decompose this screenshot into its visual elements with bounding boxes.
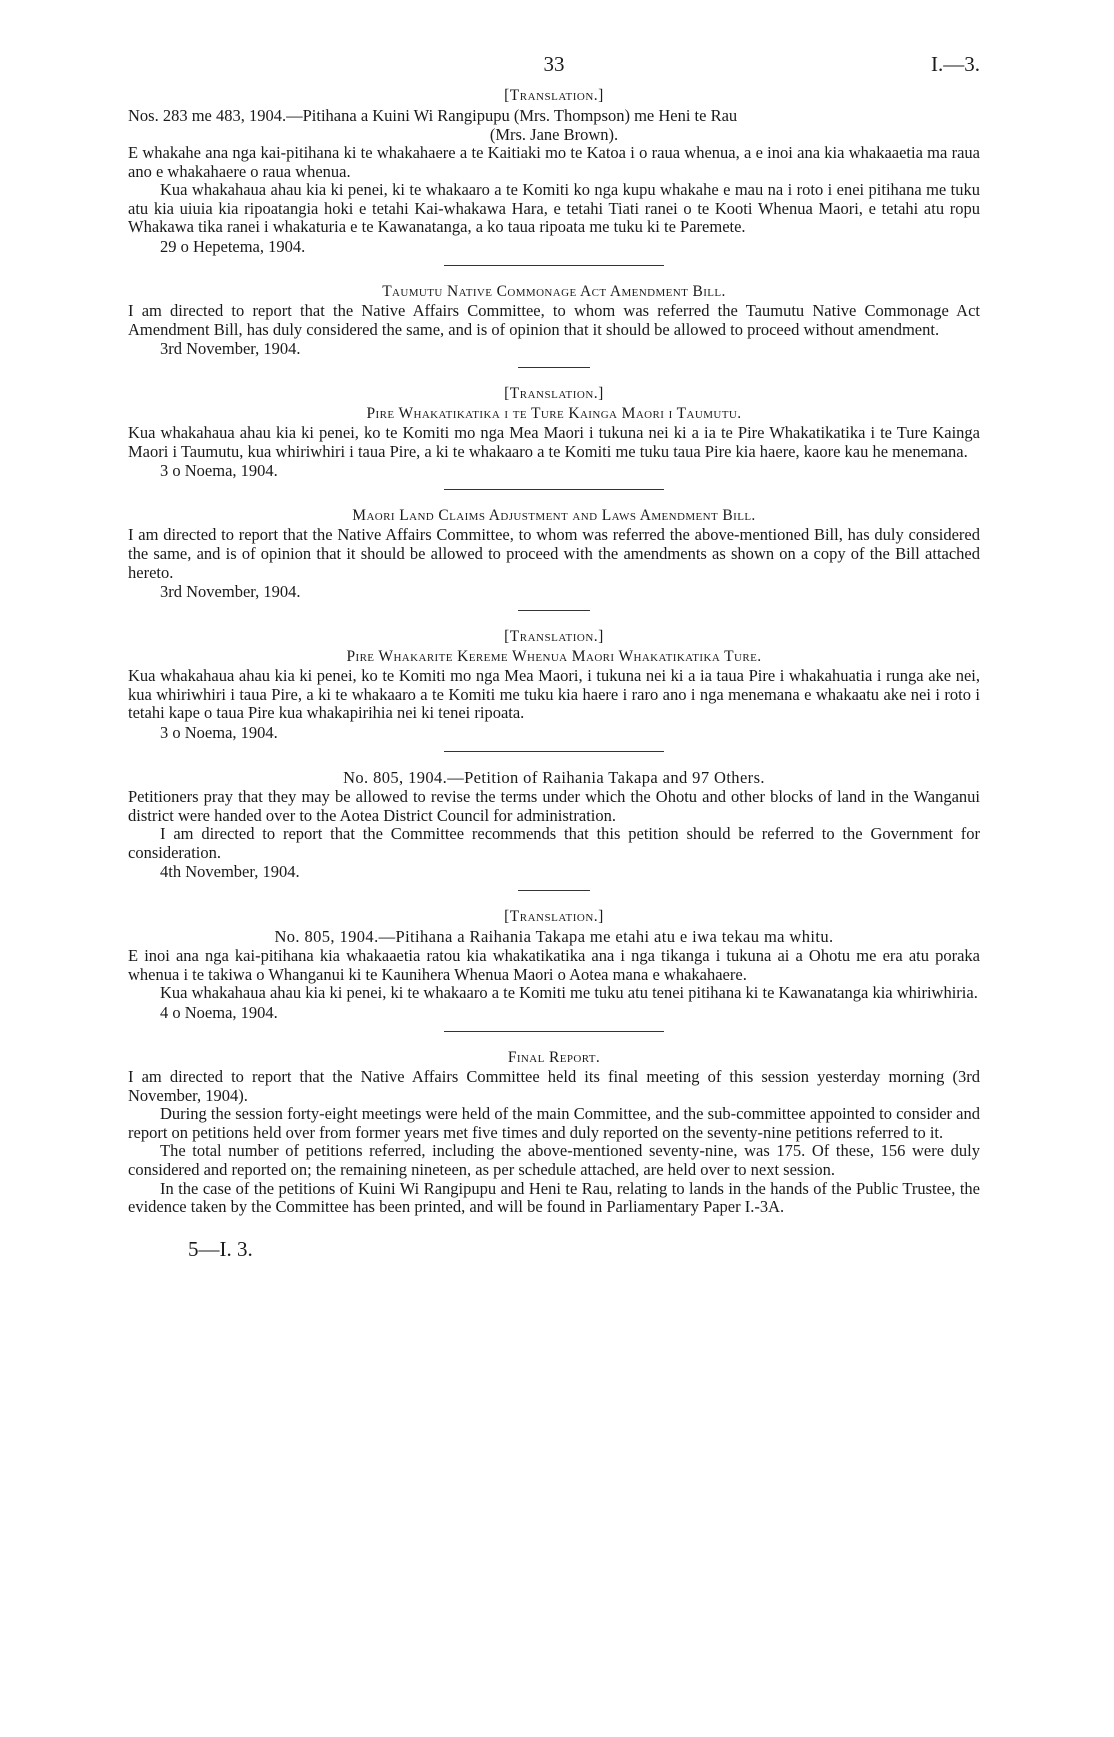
translation-label: [Translation.] xyxy=(504,628,604,646)
paragraph: Kua whakahaua ahau kia ki penei, ki te whakaaro a te Komiti me tuku atu tenei pitihana ki te Kawanatanga kia whiriwhiria. xyxy=(160,983,978,1003)
section-land-claims-bill xyxy=(128,506,980,601)
date-line: 3 o Noema, 1904. xyxy=(160,722,278,742)
page-number: 33 xyxy=(543,52,565,76)
paragraph: E whakahe ana nga kai-pitihana ki te whakahaere a te Kaitiaki mo te Katoa i o raua whenua, a e inoi ana kia whakaaetia ma raua ano e whakahaere o raua whenua. xyxy=(128,143,980,181)
document-page xyxy=(128,52,980,1262)
translation-label: [Translation.] xyxy=(504,385,604,403)
paragraph: In the case of the petitions of Kuini Wi Rangipupu and Heni te Rau, relating to lands in the hands of the Public Trustee, the evidence taken by the Committee has been printed, and will be found in Parliamentary Paper I.-3A. xyxy=(128,1178,980,1217)
section-divider xyxy=(444,489,664,490)
section-divider xyxy=(518,610,590,611)
paragraph: I am directed to report that the Native Affairs Committee held its final meeting of this session yesterday morning (3rd November, 1904). xyxy=(128,1067,980,1105)
document-reference: I.—3. xyxy=(931,52,980,76)
section-final-report xyxy=(128,1048,980,1217)
paragraph: I am directed to report that the Committee recommends that this petition should be referred to the Government for consideration. xyxy=(128,824,980,862)
section-divider xyxy=(444,265,664,266)
paragraph: Kua whakahaua ahau kia ki penei, ki te whakaaro a te Komiti ko nga kupu whakahe e mau na i roto i enei pitihana me tuku atu kia uiuia kia ripoatangia hoki e tetahi Kai-whakawa Hara, e tetahi Tiati ranei o te Kooti Whenua Maori, e tetahi atu ropu Whakawa tika ranei i whakaturia e te Kawanatanga, a ko taua ripoata me tuku ki te Paremete. xyxy=(128,180,980,237)
paragraph: Kua whakahaua ahau kia ki penei, ko te Komiti mo nga Mea Maori i tukuna nei ki a ia te Pire Whakatikatika i te Ture Kainga Maori i Taumutu, kua whiriwhiri i taua Pire, a ki te whakaaro a te Komiti me tuku taua Pire kia haere, kaore kau he menemana. xyxy=(128,423,980,461)
section-petition-805-translation xyxy=(128,907,980,1022)
sheet-reference: 5—I. 3. xyxy=(188,1236,253,1261)
section-title-line2: (Mrs. Jane Brown). xyxy=(489,125,619,144)
section-title: Final Report. xyxy=(507,1049,601,1067)
section-title: Taumutu Native Commonage Act Amendment Bill. xyxy=(382,282,726,300)
date-line: 3rd November, 1904. xyxy=(160,582,301,602)
section-taumutu-bill xyxy=(128,282,980,358)
section-petition-805 xyxy=(128,768,980,881)
paragraph: Kua whakahaua ahau kia ki penei, ko te Komiti mo nga Mea Maori, i tukuna nei ki a ia taua Pire i whakahuatia i runga ake nei, kua whiriwhiri i taua Pire, a ki te whakaaro a te Komiti me tuku kia haere i raro ano i nga menemana e whakaatu ake nei i roto i tetahi kape o taua Pire kua whakapirihia nei ki tenei ripoata. xyxy=(128,666,980,723)
section-divider xyxy=(518,890,590,891)
section-petition-translation xyxy=(128,86,980,256)
section-divider xyxy=(444,1031,664,1032)
section-title: Pire Whakarite Kereme Whenua Maori Whakatikatika Ture. xyxy=(346,648,762,666)
section-title: No. 805, 1904.—Petition of Raihania Takapa and 97 Others. xyxy=(343,767,765,787)
section-divider xyxy=(518,367,590,368)
date-line: 4th November, 1904. xyxy=(160,862,300,882)
paragraph: During the session forty-eight meetings were held of the main Committee, and the sub-committee appointed to consider and report on petitions held over from former years met five times and duly reported on the seventy-nine petitions referred to it. xyxy=(128,1104,980,1142)
section-taumutu-translation xyxy=(128,384,980,480)
page-header xyxy=(128,52,980,86)
section-land-claims-translation xyxy=(128,627,980,742)
paragraph: E inoi ana nga kai-pitihana kia whakaaetia ratou kia whakatikatika ana i nga tikanga i tukuna ai a Ohotu me era atu poraka whenua i te takiwa o Whanganui ki te Kaunihera Whenua Maori o Aotea mana e whakahaere. xyxy=(128,946,980,984)
date-line: 4 o Noema, 1904. xyxy=(160,1003,278,1023)
paragraph: I am directed to report that the Native Affairs Committee, to whom was referred the above-mentioned Bill, has duly considered the same, and is of opinion that it should be allowed to proceed with the amendments as shown on a copy of the Bill attached hereto. xyxy=(128,525,980,582)
section-title: Pire Whakatikatika i te Ture Kainga Maori i Taumutu. xyxy=(366,405,742,423)
section-divider xyxy=(444,751,664,752)
paragraph: The total number of petitions referred, including the above-mentioned seventy-nine, was 175. Of these, 156 were duly considered and reported on; the remaining nineteen, as per schedule attached, are held over to next session. xyxy=(128,1141,980,1180)
paragraph: Petitioners pray that they may be allowed to revise the terms under which the Ohotu and other blocks of land in the Wanganui district were handed over to the Aotea District Council for administration. xyxy=(128,786,980,825)
section-title xyxy=(128,106,980,144)
date-line: 3rd November, 1904. xyxy=(160,339,301,359)
date-line: 29 o Hepetema, 1904. xyxy=(160,236,306,256)
section-title: No. 805, 1904.—Pitihana a Raihania Takapa me etahi atu e iwa tekau ma whitu. xyxy=(274,927,834,947)
date-line: 3 o Noema, 1904. xyxy=(160,461,278,481)
translation-label: [Translation.] xyxy=(504,87,604,104)
translation-label: [Translation.] xyxy=(504,908,604,926)
section-title-line1: Nos. 283 me 483, 1904.—Pitihana a Kuini Wi Rangipupu (Mrs. Thompson) me Heni te Rau xyxy=(128,106,738,125)
paragraph: I am directed to report that the Native Affairs Committee, to whom was referred the Taumutu Native Commonage Act Amendment Bill, has duly considered the same, and is of opinion that it should be allowed to proceed without amendment. xyxy=(128,300,980,339)
section-title: Maori Land Claims Adjustment and Laws Amendment Bill. xyxy=(352,507,756,525)
